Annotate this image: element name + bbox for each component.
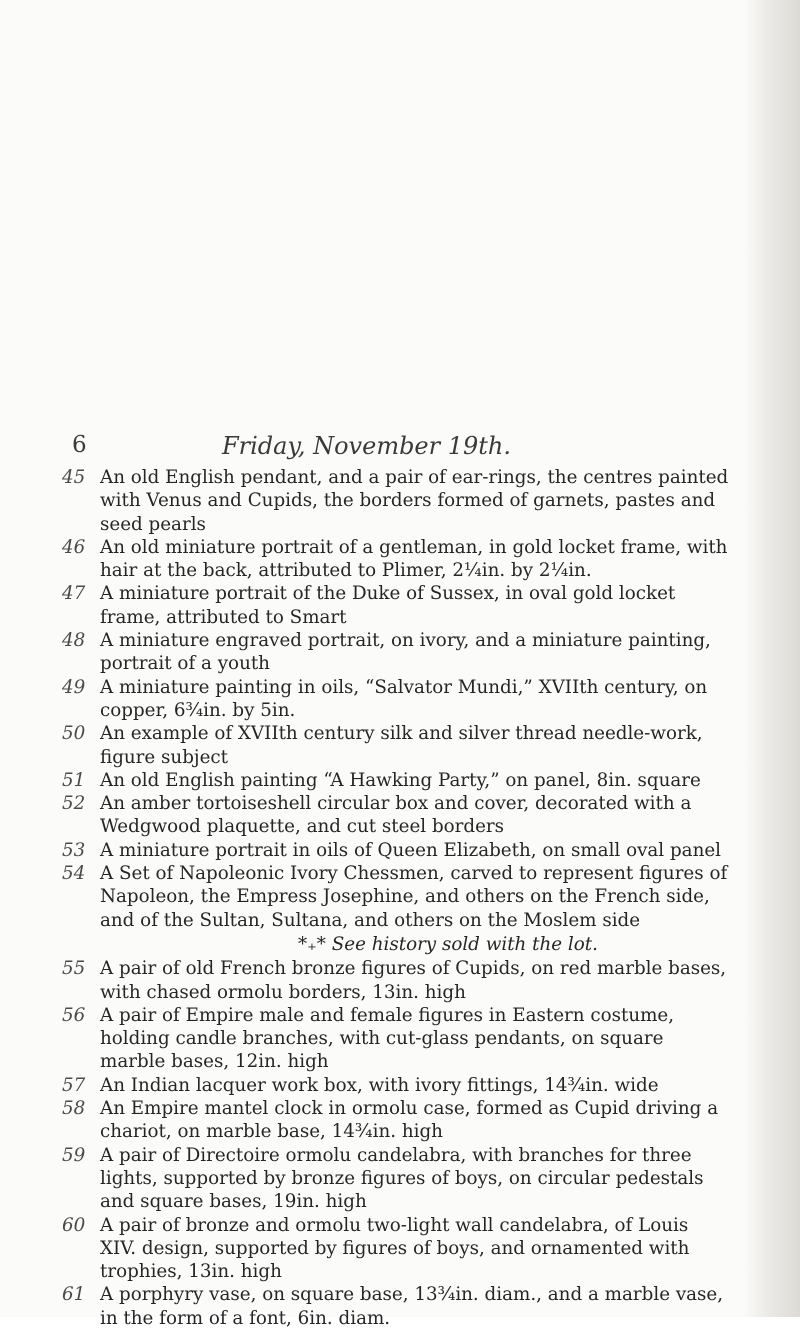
lot-number: 47 bbox=[62, 583, 86, 605]
lot-entry bbox=[62, 957, 730, 1004]
lot-number: 50 bbox=[62, 723, 86, 745]
lot-entry bbox=[62, 1144, 730, 1214]
lot-description: An example of XVIIth century silk and silver thread needle-work, figure subject bbox=[100, 723, 703, 768]
lot-description: An old English pendant, and a pair of ear-rings, the centres painted with Venus and Cupids, the borders formed of garnets, pastes and seed pearls bbox=[100, 467, 729, 535]
lot-number: 52 bbox=[62, 793, 86, 815]
sale-date-heading: Friday, November 19th. bbox=[222, 432, 512, 460]
lot-description: A miniature engraved portrait, on ivory, and a miniature painting, portrait of a youth bbox=[100, 630, 711, 675]
lot-description: A pair of bronze and ormolu two-light wall candelabra, of Louis XIV. design, supported by figures of boys, and ornamented with trophies, 13in. high bbox=[100, 1214, 690, 1283]
lot-entry bbox=[62, 1097, 730, 1144]
lot-note: *₊* See history sold with the lot. bbox=[298, 933, 598, 955]
lot-number: 60 bbox=[62, 1214, 86, 1236]
lot-description: An old English painting “A Hawking Party,” on panel, 8in. square bbox=[100, 769, 701, 791]
lot-number: 51 bbox=[62, 769, 86, 791]
lot-entry bbox=[62, 862, 730, 932]
page-number: 6 bbox=[72, 432, 87, 458]
lot-entry bbox=[62, 1004, 730, 1074]
lot-entry bbox=[62, 1074, 730, 1097]
lot-description: A Set of Napoleonic Ivory Chessmen, carved to represent figures of Napoleon, the Empress Josephine, and others on the French side, and of the Sultan, Sultana, and others on the Moslem side bbox=[100, 863, 728, 931]
lot-description: An amber tortoiseshell circular box and cover, decorated with a Wedgwood plaquette, and cut steel borders bbox=[100, 793, 692, 838]
lot-description: An Indian lacquer work box, with ivory fittings, 14¾in. wide bbox=[100, 1074, 659, 1096]
lot-description: A miniature painting in oils, “Salvator Mundi,” XVIIth century, on copper, 6¾in. by 5in. bbox=[100, 676, 708, 721]
lot-entry bbox=[62, 536, 730, 583]
lot-number: 45 bbox=[62, 467, 86, 488]
lot-description: An Empire mantel clock in ormolu case, formed as Cupid driving a chariot, on marble base, 14¾in. high bbox=[100, 1098, 719, 1143]
lot-description: A pair of old French bronze figures of Cupids, on red marble bases, with chased ormolu borders, 13in. high bbox=[100, 958, 727, 1003]
lot-entry bbox=[62, 466, 730, 536]
lot-number: 48 bbox=[62, 630, 86, 652]
lot-entry bbox=[62, 722, 730, 769]
lot-entry bbox=[62, 769, 730, 792]
lot-number: 53 bbox=[62, 839, 86, 861]
lot-entry bbox=[62, 629, 730, 676]
lot-number: 57 bbox=[62, 1074, 86, 1096]
lot-description: A pair of Directoire ormolu candelabra, with branches for three lights, supported by bronze figures of boys, on circular pedestals and square bases, 19in. high bbox=[100, 1144, 704, 1213]
lot-number: 49 bbox=[62, 676, 86, 698]
lot-description: A porphyry vase, on square base, 13¾in. diam., and a marble vase, in the form of a font, 6in. diam. bbox=[100, 1284, 724, 1329]
lot-number: 59 bbox=[62, 1144, 86, 1166]
lot-list bbox=[62, 466, 730, 1330]
lot-description: A miniature portrait in oils of Queen Elizabeth, on small oval panel bbox=[100, 839, 722, 861]
lot-entry bbox=[62, 1214, 730, 1284]
page-edge-shadow bbox=[744, 0, 800, 1317]
lot-description: An old miniature portrait of a gentleman, in gold locket frame, with hair at the back, attributed to Plimer, 2¼in. by 2¼in. bbox=[100, 536, 728, 582]
lot-entry bbox=[62, 792, 730, 839]
lot-number: 56 bbox=[62, 1004, 86, 1026]
lot-entry bbox=[62, 1283, 730, 1330]
lot-description: A miniature portrait of the Duke of Sussex, in oval gold locket frame, attributed to Smart bbox=[100, 583, 676, 628]
lot-number: 58 bbox=[62, 1098, 86, 1120]
lot-entry bbox=[62, 582, 730, 629]
lot-entry bbox=[62, 839, 730, 862]
lot-number: 61 bbox=[62, 1284, 86, 1306]
lot-number: 55 bbox=[62, 958, 86, 980]
lot-number: 54 bbox=[62, 863, 86, 885]
lot-description: A pair of Empire male and female figures in Eastern costume, holding candle branches, with cut-glass pendants, on square marble bases, 12in. high bbox=[100, 1004, 675, 1073]
lot-entry bbox=[62, 676, 730, 723]
lot-number: 46 bbox=[62, 536, 86, 558]
